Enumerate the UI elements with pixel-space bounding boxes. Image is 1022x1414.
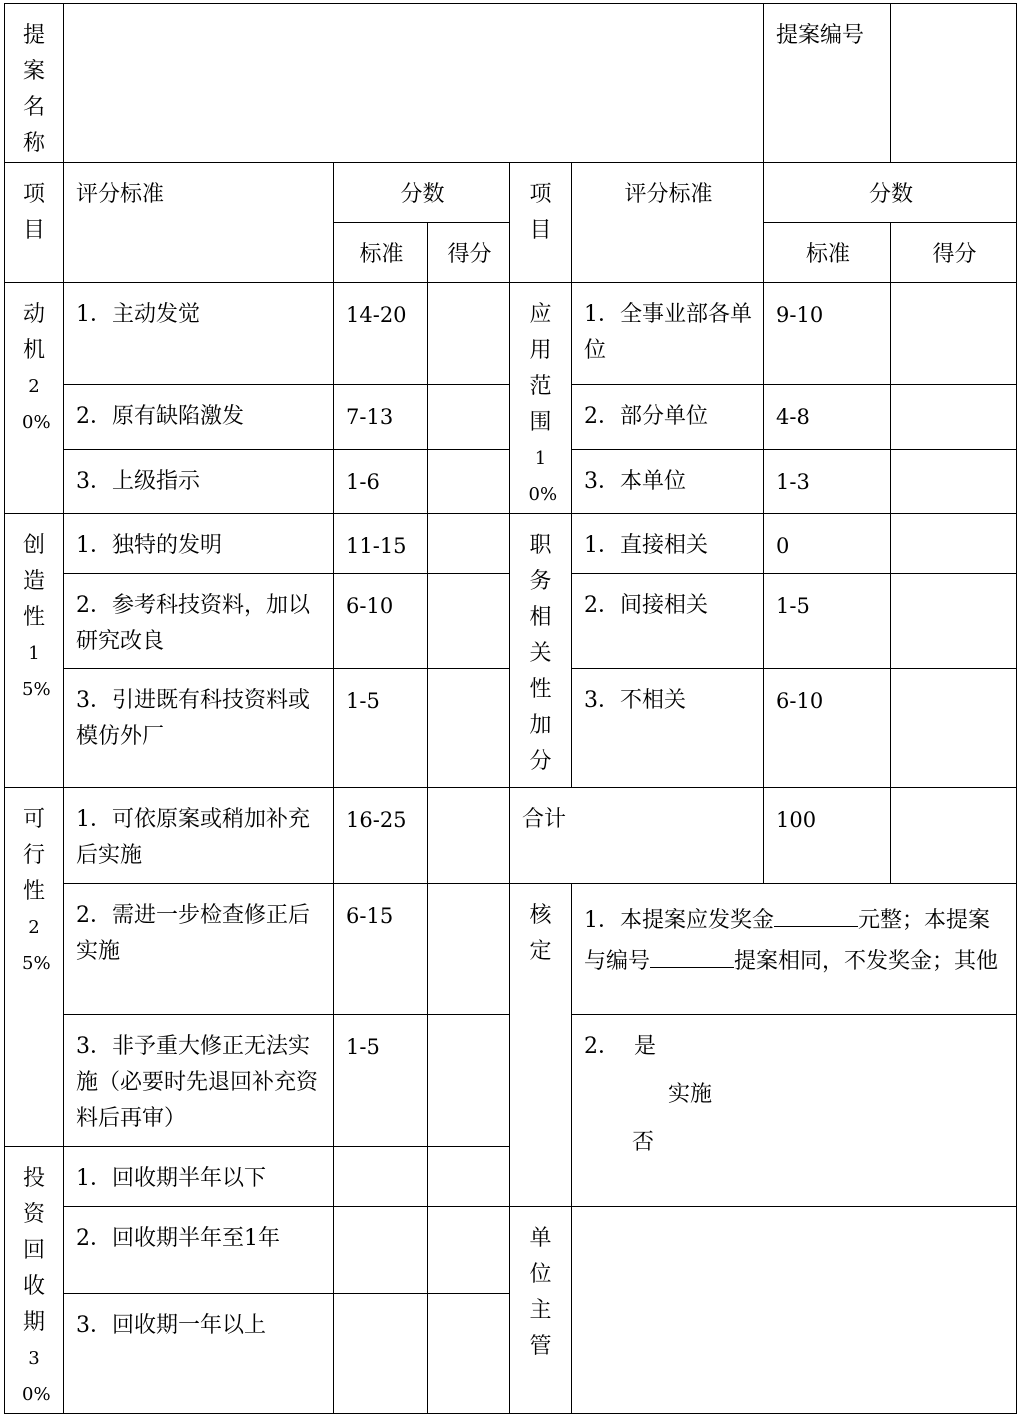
earned-cell[interactable] bbox=[428, 283, 510, 385]
earned-cell[interactable] bbox=[428, 1207, 510, 1294]
criteria-cell: 1．可依原案或稍加补充后实施 bbox=[64, 788, 334, 884]
left-score-header: 分数 bbox=[334, 163, 510, 223]
criteria-cell: 3．引进既有科技资料或模仿外厂 bbox=[64, 669, 334, 788]
standard-cell: 14-20 bbox=[334, 283, 428, 385]
approval-label: 核定 bbox=[510, 884, 572, 1207]
left-criteria-header: 评分标准 bbox=[64, 163, 334, 283]
approval-implement-options: 2． 是 实施 否 bbox=[572, 1015, 1017, 1207]
standard-cell: 7-13 bbox=[334, 385, 428, 449]
standard-cell: 1-5 bbox=[334, 669, 428, 788]
standard-cell bbox=[334, 1147, 428, 1207]
standard-cell: 0 bbox=[764, 514, 891, 574]
duplicate-number-blank[interactable] bbox=[650, 939, 734, 968]
section-feasibility: 可行性 25% bbox=[5, 788, 64, 1147]
earned-cell[interactable] bbox=[428, 669, 510, 788]
supervisor-field[interactable] bbox=[572, 1207, 1017, 1414]
total-standard: 100 bbox=[764, 788, 891, 884]
right-standard-header: 标准 bbox=[764, 223, 891, 283]
criteria-cell: 3．回收期一年以上 bbox=[64, 1294, 334, 1414]
right-item-header: 项目 bbox=[510, 163, 572, 283]
criteria-cell: 2．需进一步检查修正后实施 bbox=[64, 884, 334, 1015]
section-motivation: 动机 20% bbox=[5, 283, 64, 514]
criteria-cell: 1．独特的发明 bbox=[64, 514, 334, 574]
section-creativity: 创造性 15% bbox=[5, 514, 64, 788]
earned-cell[interactable] bbox=[891, 574, 1017, 669]
earned-cell[interactable] bbox=[428, 788, 510, 884]
earned-cell[interactable] bbox=[891, 514, 1017, 574]
criteria-cell: 2．参考科技资料，加以研究改良 bbox=[64, 574, 334, 669]
section-application-scope: 应用范围 10% bbox=[510, 283, 572, 514]
earned-cell[interactable] bbox=[428, 884, 510, 1015]
option-yes[interactable]: 是 bbox=[634, 1034, 657, 1059]
standard-cell: 9-10 bbox=[764, 283, 891, 385]
section-job-relevance: 职务相关性加分 bbox=[510, 514, 572, 788]
criteria-cell: 1．回收期半年以下 bbox=[64, 1147, 334, 1207]
criteria-cell: 1．主动发觉 bbox=[64, 283, 334, 385]
option-no[interactable]: 否 bbox=[632, 1130, 655, 1155]
earned-cell[interactable] bbox=[428, 1147, 510, 1207]
left-standard-header: 标准 bbox=[334, 223, 428, 283]
right-score-header: 分数 bbox=[764, 163, 1017, 223]
standard-cell bbox=[334, 1207, 428, 1294]
earned-cell[interactable] bbox=[891, 669, 1017, 788]
left-item-header: 项目 bbox=[5, 163, 64, 283]
right-criteria-header: 评分标准 bbox=[572, 163, 764, 283]
standard-cell: 6-15 bbox=[334, 884, 428, 1015]
right-earned-header: 得分 bbox=[891, 223, 1017, 283]
approval-bonus-text: 1．本提案应发奖金 元整；本提案与编号 提案相同，不发奖金；其他 bbox=[572, 884, 1017, 1015]
proposal-number-field[interactable] bbox=[891, 4, 1017, 163]
criteria-cell: 2．回收期半年至1年 bbox=[64, 1207, 334, 1294]
earned-cell[interactable] bbox=[428, 574, 510, 669]
criteria-cell: 2．部分单位 bbox=[572, 385, 764, 449]
left-earned-header: 得分 bbox=[428, 223, 510, 283]
earned-cell[interactable] bbox=[428, 1015, 510, 1147]
criteria-cell: 1．直接相关 bbox=[572, 514, 764, 574]
earned-cell[interactable] bbox=[428, 514, 510, 574]
standard-cell: 4-8 bbox=[764, 385, 891, 449]
proposal-name-label: 提案名称 bbox=[5, 4, 64, 163]
proposal-name-field[interactable] bbox=[64, 4, 764, 163]
total-label: 合计 bbox=[510, 788, 764, 884]
proposal-scoring-table bbox=[4, 3, 1017, 1414]
option-implement: 实施 bbox=[668, 1082, 713, 1107]
criteria-cell: 3．本单位 bbox=[572, 449, 764, 513]
standard-cell: 6-10 bbox=[334, 574, 428, 669]
criteria-cell: 3．不相关 bbox=[572, 669, 764, 788]
standard-cell: 1-3 bbox=[764, 449, 891, 513]
proposal-number-label: 提案编号 bbox=[764, 4, 891, 163]
standard-cell: 6-10 bbox=[764, 669, 891, 788]
earned-cell[interactable] bbox=[891, 283, 1017, 385]
earned-cell[interactable] bbox=[428, 385, 510, 449]
standard-cell: 1-5 bbox=[764, 574, 891, 669]
standard-cell bbox=[334, 1294, 428, 1414]
earned-cell[interactable] bbox=[428, 1294, 510, 1414]
criteria-cell: 3．非予重大修正无法实施（必要时先退回补充资料后再审） bbox=[64, 1015, 334, 1147]
criteria-cell: 2．间接相关 bbox=[572, 574, 764, 669]
section-payback-period: 投资回收期 30% bbox=[5, 1147, 64, 1414]
standard-cell: 11-15 bbox=[334, 514, 428, 574]
supervisor-label: 单位主管 bbox=[510, 1207, 572, 1414]
standard-cell: 16-25 bbox=[334, 788, 428, 884]
earned-cell[interactable] bbox=[891, 449, 1017, 513]
bonus-amount-blank[interactable] bbox=[774, 898, 858, 927]
criteria-cell: 1．全事业部各单位 bbox=[572, 283, 764, 385]
total-earned[interactable] bbox=[891, 788, 1017, 884]
criteria-cell: 3．上级指示 bbox=[64, 449, 334, 513]
standard-cell: 1-5 bbox=[334, 1015, 428, 1147]
earned-cell[interactable] bbox=[891, 385, 1017, 449]
standard-cell: 1-6 bbox=[334, 449, 428, 513]
criteria-cell: 2．原有缺陷激发 bbox=[64, 385, 334, 449]
earned-cell[interactable] bbox=[428, 449, 510, 513]
